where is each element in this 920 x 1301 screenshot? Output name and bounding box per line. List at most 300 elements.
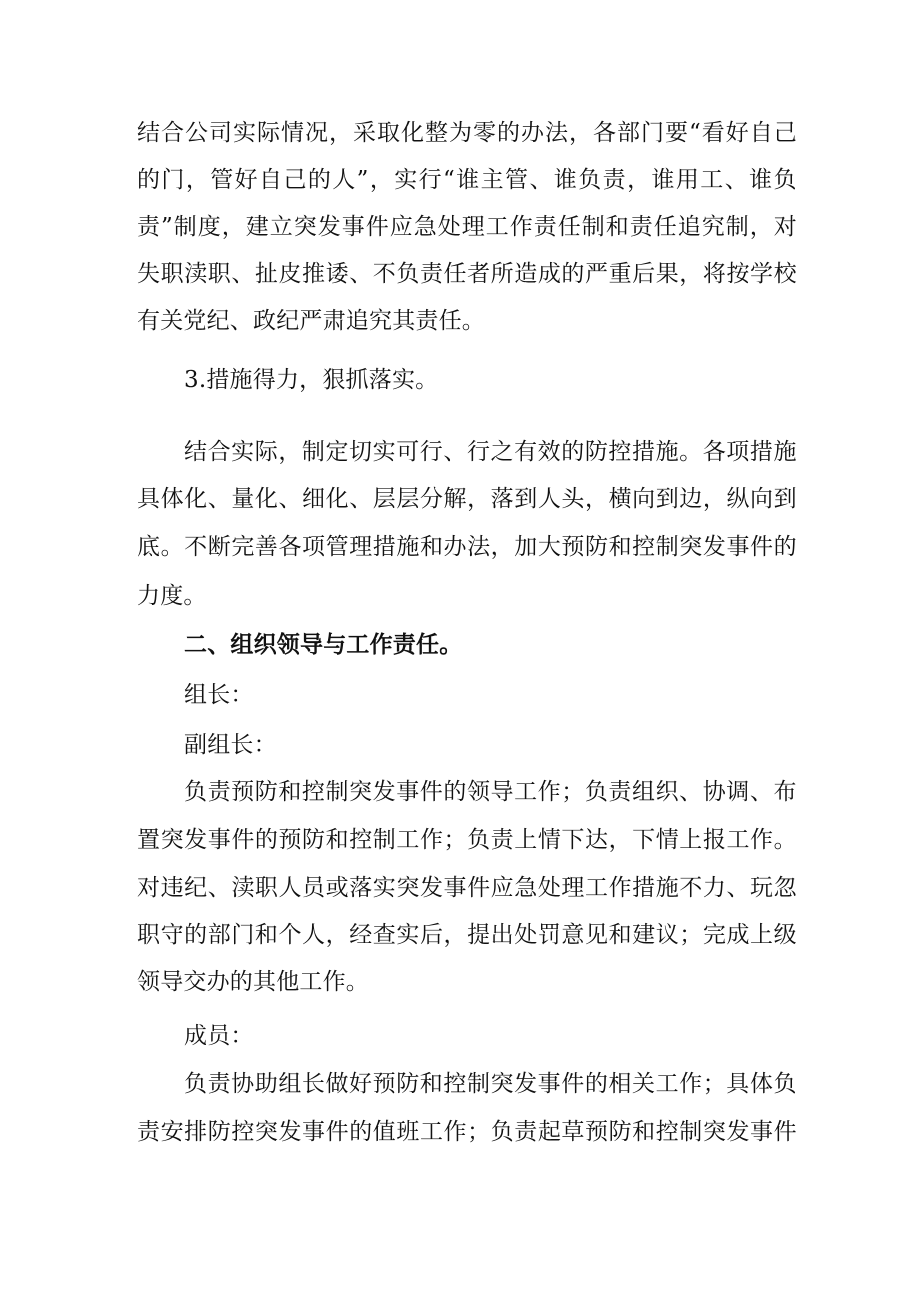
glyph: 门 [161, 167, 185, 193]
glyph: 失 [137, 261, 161, 287]
glyph: 上 [679, 827, 703, 853]
glyph: 议 [655, 922, 679, 948]
glyph: 事 [443, 875, 467, 901]
glyph: 为 [449, 120, 473, 146]
glyph: ， [185, 167, 210, 193]
glyph: 个 [278, 922, 302, 948]
paragraph-3-line-2 [137, 825, 797, 855]
glyph: 施 [655, 439, 679, 465]
glyph: 切 [349, 439, 373, 465]
glyph: 事 [341, 214, 365, 240]
glyph: 效 [537, 439, 561, 465]
glyph: 体 [749, 1071, 774, 1097]
glyph: 、 [349, 261, 373, 287]
glyph: 情 [281, 120, 305, 146]
paragraph-1-line-4 [137, 259, 797, 289]
glyph: 职 [160, 261, 184, 287]
glyph: 所 [490, 261, 514, 287]
glyph: 发 [702, 534, 727, 560]
glyph: ； [679, 922, 703, 948]
glyph: 处 [514, 922, 538, 948]
glyph: 和 [325, 827, 349, 853]
glyph: 的 [584, 1071, 609, 1097]
glyph: ， [490, 534, 514, 560]
glyph: 突 [160, 827, 184, 853]
members-label: 成员： [184, 1023, 254, 1049]
glyph: 的 [254, 827, 279, 853]
glyph: 预 [584, 1119, 609, 1145]
glyph: 实 [372, 439, 396, 465]
paragraph-3-line-4 [137, 920, 797, 950]
glyph: 发 [726, 1119, 750, 1145]
glyph: 预 [372, 1071, 396, 1097]
glyph: 发 [419, 875, 444, 901]
glyph: 工 [419, 1119, 444, 1145]
glyph: 法 [545, 120, 569, 146]
glyph: 后 [632, 261, 656, 287]
glyph: 、 [726, 875, 750, 901]
glyph: 。 [160, 534, 184, 560]
glyph: 造 [514, 261, 538, 287]
glyph: 突 [349, 779, 373, 805]
glyph: 、 [231, 261, 255, 287]
glyph: 纪 [184, 875, 208, 901]
glyph: 件 [561, 1071, 585, 1097]
glyph: 事 [537, 1071, 561, 1097]
glyph: 可 [396, 439, 420, 465]
paragraph-1-line-1 [137, 118, 797, 148]
glyph: 达 [584, 827, 609, 853]
glyph: 责 [137, 214, 161, 240]
glyph: 意 [561, 922, 585, 948]
glyph: 定 [325, 439, 349, 465]
glyph: 助 [254, 1071, 278, 1097]
glyph: 解 [443, 486, 467, 512]
glyph: 立 [269, 214, 293, 240]
glyph: 作 [443, 1119, 467, 1145]
glyph: 防 [396, 1071, 420, 1097]
glyph: 向 [750, 486, 774, 512]
paragraph-3-line-5: 领导交办的其他工作。 [137, 969, 369, 995]
glyph: 、 [724, 167, 748, 193]
glyph: 事 [726, 534, 750, 560]
glyph: 控 [632, 534, 656, 560]
glyph: 发 [514, 1071, 538, 1097]
glyph: 的 [307, 167, 332, 193]
glyph: ， [325, 922, 349, 948]
leader-label: 组长： [184, 682, 254, 708]
glyph: 各 [593, 120, 617, 146]
glyph: 任 [557, 214, 581, 240]
glyph: 出 [490, 922, 514, 948]
glyph: 要 [665, 120, 689, 146]
glyph: 化 [254, 486, 279, 512]
glyph: 和 [608, 922, 632, 948]
glyph: 职 [137, 922, 161, 948]
glyph: 结 [137, 120, 161, 146]
glyph: 、 [207, 875, 231, 901]
glyph: 工 [655, 1071, 679, 1097]
glyph: 组 [631, 779, 656, 805]
glyph: 发 [184, 827, 208, 853]
glyph: 不 [184, 534, 208, 560]
glyph: 的 [349, 1119, 373, 1145]
glyph: 或 [325, 875, 349, 901]
glyph: 罚 [537, 922, 562, 948]
glyph: 将 [702, 261, 727, 287]
glyph: 的 [773, 534, 797, 560]
glyph: 到 [773, 486, 797, 512]
glyph: 己 [773, 120, 797, 146]
glyph: 好 [234, 167, 258, 193]
glyph: 到 [655, 486, 679, 512]
glyph: 职 [254, 875, 279, 901]
glyph: 排 [184, 1119, 208, 1145]
glyph: 体 [160, 486, 184, 512]
glyph: 织 [655, 779, 679, 805]
glyph: 管 [325, 534, 349, 560]
glyph: 应 [490, 875, 514, 901]
glyph: 行 [419, 439, 443, 465]
glyph: 守 [160, 922, 184, 948]
glyph: 好 [349, 1071, 373, 1097]
glyph: 善 [254, 534, 279, 560]
glyph: 落 [349, 875, 373, 901]
glyph: 防 [207, 1119, 231, 1145]
glyph: 办 [443, 534, 467, 560]
glyph: 应 [389, 214, 413, 240]
glyph: 学 [750, 261, 774, 287]
glyph: 制 [655, 534, 679, 560]
glyph: ” [161, 214, 173, 240]
glyph: 层 [396, 486, 420, 512]
glyph: 用 [675, 167, 700, 193]
glyph: 度 [197, 214, 221, 240]
glyph: 具 [726, 1071, 750, 1097]
glyph: 违 [160, 875, 184, 901]
glyph: 负 [184, 779, 208, 805]
glyph: 实 [372, 875, 396, 901]
glyph: 实 [231, 439, 255, 465]
glyph: 件 [773, 1119, 797, 1145]
glyph: 自 [259, 167, 283, 193]
glyph: 施 [396, 534, 420, 560]
glyph: “ [443, 167, 456, 193]
glyph: 措 [372, 534, 396, 560]
glyph: 负 [578, 167, 602, 193]
glyph: 的 [561, 261, 585, 287]
glyph: 作 [750, 827, 774, 853]
glyph: 责 [629, 214, 653, 240]
paragraph-4-line-1 [184, 1069, 797, 1099]
glyph: 负 [467, 827, 491, 853]
glyph: 置 [137, 827, 161, 853]
glyph: 急 [514, 875, 538, 901]
glyph: 草 [561, 1119, 585, 1145]
glyph: 处 [437, 214, 461, 240]
glyph: 、 [207, 486, 231, 512]
glyph: 断 [207, 534, 231, 560]
glyph: 、 [529, 167, 553, 193]
glyph: 发 [372, 779, 396, 805]
glyph: 严 [584, 261, 609, 287]
glyph: 办 [521, 120, 545, 146]
glyph: 制 [301, 439, 326, 465]
glyph: 不 [679, 875, 703, 901]
glyph: 责 [514, 1119, 538, 1145]
glyph: 部 [207, 922, 231, 948]
glyph: 相 [608, 1071, 632, 1097]
glyph: 完 [702, 922, 727, 948]
glyph: 谁 [651, 167, 675, 193]
glyph: 突 [679, 534, 703, 560]
glyph: 法 [467, 534, 491, 560]
glyph: 责 [602, 167, 626, 193]
glyph: 件 [325, 1119, 349, 1145]
glyph: 责 [490, 827, 514, 853]
glyph: 取 [377, 120, 401, 146]
glyph: 情 [537, 827, 562, 853]
glyph: ， [467, 486, 491, 512]
glyph: 责 [137, 1119, 161, 1145]
glyph: 落 [490, 486, 514, 512]
glyph: 、 [749, 779, 774, 805]
paragraph-2-line-3 [137, 532, 797, 562]
glyph: 玩 [750, 875, 774, 901]
section-heading: 二、组织领导与工作责任。 [184, 631, 463, 658]
glyph: 和 [605, 214, 629, 240]
glyph: 见 [584, 922, 609, 948]
glyph: 措 [749, 439, 774, 465]
glyph: 对 [773, 214, 797, 240]
glyph: 事 [396, 779, 420, 805]
glyph: 大 [537, 534, 562, 560]
glyph: 管 [210, 167, 234, 193]
glyph: 协 [702, 779, 726, 805]
glyph: 件 [750, 534, 774, 560]
glyph: 导 [490, 779, 514, 805]
glyph: 头 [561, 486, 585, 512]
glyph: ， [278, 439, 302, 465]
glyph: 制 [173, 214, 197, 240]
glyph: ， [584, 486, 609, 512]
glyph: 布 [773, 779, 797, 805]
glyph: 协 [231, 1071, 255, 1097]
glyph: 责 [533, 214, 557, 240]
glyph: ， [679, 261, 703, 287]
glyph: ； [443, 827, 467, 853]
glyph: 预 [231, 779, 255, 805]
glyph: 负 [773, 1071, 797, 1097]
glyph: 采 [353, 120, 377, 146]
glyph: 各 [278, 534, 302, 560]
glyph: 调 [726, 779, 750, 805]
glyph: 制 [679, 1119, 703, 1145]
glyph: 急 [413, 214, 437, 240]
glyph: 事 [207, 827, 231, 853]
glyph: 突 [396, 875, 420, 901]
glyph: 量 [231, 486, 255, 512]
glyph: 作 [608, 875, 632, 901]
glyph: 值 [372, 1119, 396, 1145]
glyph: 管 [505, 167, 529, 193]
glyph: 合 [161, 120, 185, 146]
glyph: 完 [231, 534, 255, 560]
glyph: 实 [233, 120, 257, 146]
glyph: 、 [278, 486, 302, 512]
glyph: 、 [443, 439, 467, 465]
paragraph-4-line-2 [137, 1117, 797, 1147]
glyph: 公 [185, 120, 209, 146]
glyph: 好 [725, 120, 749, 146]
glyph: 的 [561, 439, 585, 465]
glyph: 看 [701, 120, 725, 146]
deputy-label: 副组长： [184, 732, 277, 758]
glyph: 成 [537, 261, 562, 287]
glyph: 行 [418, 167, 442, 193]
glyph: 班 [396, 1119, 420, 1145]
glyph: 控 [608, 439, 632, 465]
glyph: 控 [231, 1119, 255, 1145]
glyph: 预 [278, 827, 302, 853]
glyph: 防 [584, 534, 609, 560]
glyph: 突 [490, 1071, 514, 1097]
glyph: 提 [467, 922, 491, 948]
glyph: 安 [160, 1119, 184, 1145]
glyph: 负 [490, 1119, 514, 1145]
glyph: ； [702, 1071, 726, 1097]
glyph: 底 [137, 534, 161, 560]
glyph: 谁 [456, 167, 480, 193]
glyph: 工 [396, 827, 420, 853]
glyph: 施 [655, 875, 679, 901]
glyph: 实 [394, 167, 418, 193]
glyph: 门 [641, 120, 665, 146]
glyph: 负 [396, 261, 420, 287]
glyph: 人 [278, 875, 302, 901]
glyph: 情 [655, 827, 679, 853]
glyph: 自 [749, 120, 773, 146]
glyph: 突 [702, 1119, 727, 1145]
glyph: 结 [184, 439, 208, 465]
glyph: 理 [461, 214, 485, 240]
glyph: 责 [608, 779, 632, 805]
glyph: 渎 [231, 875, 255, 901]
glyph: 零 [473, 120, 497, 146]
glyph: 理 [349, 534, 373, 560]
glyph: 防 [608, 1119, 632, 1145]
glyph: 各 [702, 439, 726, 465]
glyph: 长 [301, 1071, 326, 1097]
glyph: 的 [443, 779, 467, 805]
glyph: 措 [631, 439, 656, 465]
glyph: 任 [653, 214, 677, 240]
glyph: 职 [207, 261, 231, 287]
glyph: 到 [514, 486, 538, 512]
glyph: 边 [679, 486, 703, 512]
glyph: 人 [302, 922, 326, 948]
glyph: ” [356, 167, 369, 193]
glyph: 、 [349, 486, 373, 512]
glyph: 领 [466, 779, 491, 805]
glyph: 处 [537, 875, 562, 901]
glyph: 建 [632, 922, 656, 948]
glyph: 预 [561, 534, 585, 560]
glyph: 件 [365, 214, 389, 240]
glyph: 和 [419, 534, 444, 560]
glyph: 件 [231, 827, 255, 853]
glyph: 整 [425, 120, 449, 146]
glyph: 成 [726, 922, 750, 948]
glyph: 的 [497, 120, 521, 146]
glyph: 关 [631, 1071, 656, 1097]
paragraph-2-line-2 [137, 484, 797, 514]
glyph: 下 [632, 827, 656, 853]
glyph: 制 [325, 779, 349, 805]
glyph: 渎 [184, 261, 208, 287]
paragraph-3-line-3 [137, 873, 797, 903]
glyph: 分 [419, 486, 444, 512]
glyph: 力 [702, 875, 727, 901]
glyph: 有 [514, 439, 538, 465]
glyph: 合 [207, 439, 231, 465]
glyph: 防 [254, 779, 278, 805]
glyph: 责 [207, 1071, 231, 1097]
glyph: 校 [773, 261, 797, 287]
glyph: 化 [401, 120, 425, 146]
glyph: 级 [773, 922, 797, 948]
glyph: ， [608, 827, 632, 853]
glyph: 行 [466, 439, 491, 465]
glyph: 防 [584, 439, 609, 465]
glyph: 具 [137, 486, 161, 512]
glyph: 报 [702, 827, 727, 853]
glyph: 施 [773, 439, 797, 465]
measures-heading: 3.措施得力，狠抓落实。 [184, 367, 439, 393]
glyph: 作 [509, 214, 533, 240]
glyph: 忽 [773, 875, 797, 901]
glyph: 扯 [254, 261, 279, 287]
glyph: 向 [632, 486, 656, 512]
glyph: 际 [257, 120, 281, 146]
glyph: 责 [419, 261, 444, 287]
paragraph-1-line-2 [137, 165, 797, 195]
glyph: 任 [443, 261, 467, 287]
glyph: 控 [349, 827, 373, 853]
glyph: 做 [325, 1071, 349, 1097]
glyph: 不 [372, 261, 396, 287]
glyph: 件 [419, 779, 443, 805]
glyph: 和 [608, 534, 632, 560]
glyph: 经 [349, 922, 373, 948]
glyph: 谁 [749, 167, 773, 193]
glyph: 组 [278, 1071, 302, 1097]
glyph: 纵 [726, 486, 750, 512]
glyph: 诿 [325, 261, 349, 287]
glyph: 实 [396, 922, 420, 948]
glyph: 突 [254, 1119, 279, 1145]
glyph: 查 [372, 922, 396, 948]
glyph: 皮 [278, 261, 302, 287]
glyph: 谁 [553, 167, 578, 193]
glyph: 按 [726, 261, 750, 287]
glyph: 门 [231, 922, 255, 948]
glyph: 建 [245, 214, 269, 240]
glyph: 上 [514, 827, 538, 853]
glyph: 作 [679, 1071, 703, 1097]
paragraph-3-line-1 [184, 777, 797, 807]
glyph: 追 [677, 214, 701, 240]
